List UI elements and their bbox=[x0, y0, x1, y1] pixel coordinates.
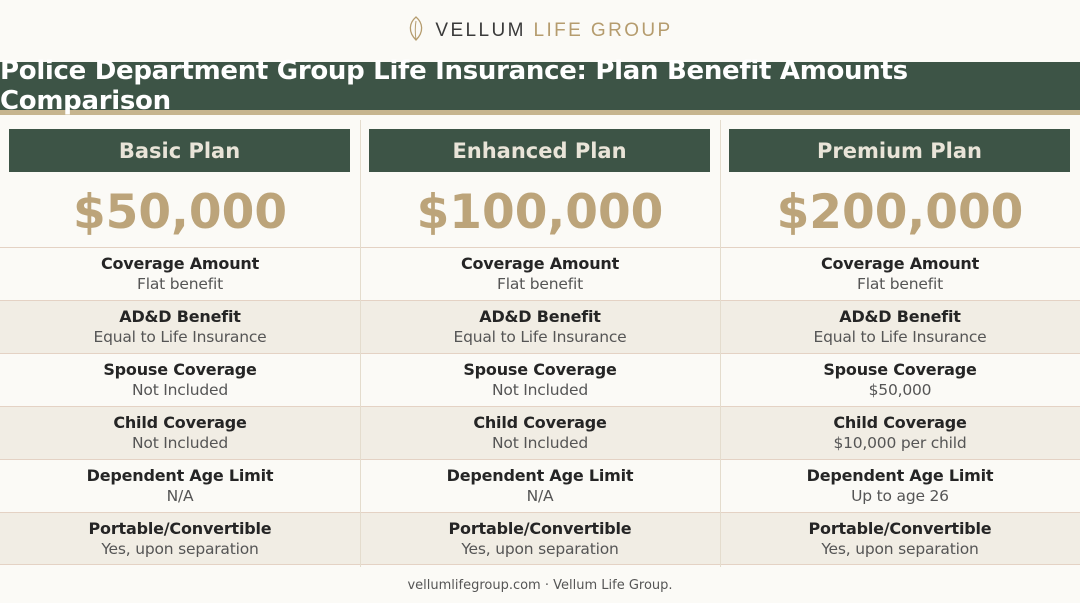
table-cell bbox=[360, 512, 720, 565]
table-cell bbox=[720, 300, 1080, 353]
table-cell bbox=[360, 247, 720, 300]
page-title: Police Department Group Life Insurance: Plan Benefit Amounts Comparison bbox=[0, 56, 908, 116]
cell-label: Dependent Age Limit bbox=[446, 465, 634, 485]
cell-value: Yes, upon separation bbox=[101, 539, 259, 558]
cell-label: AD&D Benefit bbox=[479, 306, 601, 326]
cell-value: Not Included bbox=[132, 433, 228, 452]
table-cell bbox=[720, 353, 1080, 406]
cell-value: Flat benefit bbox=[497, 274, 583, 293]
cell-label: Child Coverage bbox=[473, 412, 607, 432]
table-cell bbox=[360, 459, 720, 512]
plan-name: Premium Plan bbox=[729, 129, 1070, 172]
cell-label: Portable/Convertible bbox=[448, 518, 632, 538]
cell-value: Flat benefit bbox=[857, 274, 943, 293]
cell-label: Dependent Age Limit bbox=[806, 465, 994, 485]
table-cell bbox=[720, 512, 1080, 565]
cell-label: Spouse Coverage bbox=[823, 359, 977, 379]
footer-text: vellumlifegroup.com · Vellum Life Group. bbox=[407, 577, 673, 593]
comparison-table bbox=[0, 120, 1080, 567]
cell-label: AD&D Benefit bbox=[119, 306, 241, 326]
title-bar bbox=[0, 56, 1080, 116]
cell-label: Child Coverage bbox=[113, 412, 247, 432]
plan-amount: $50,000 bbox=[72, 184, 288, 240]
cell-value: Not Included bbox=[492, 433, 588, 452]
table-cell bbox=[720, 247, 1080, 300]
cell-value: Flat benefit bbox=[137, 274, 223, 293]
cell-value: Not Included bbox=[492, 380, 588, 399]
cell-value: Not Included bbox=[132, 380, 228, 399]
cell-value: N/A bbox=[526, 486, 554, 505]
table-cell bbox=[0, 512, 360, 565]
brand-name-part1: VELLUM bbox=[435, 20, 526, 41]
plan-column-premium bbox=[720, 120, 1080, 567]
cell-label: Child Coverage bbox=[833, 412, 967, 432]
cell-label: Spouse Coverage bbox=[103, 359, 257, 379]
table-cell bbox=[0, 300, 360, 353]
table-cell bbox=[0, 353, 360, 406]
brand-name-part2: LIFE GROUP bbox=[533, 20, 673, 41]
table-cell bbox=[360, 406, 720, 459]
plan-name: Basic Plan bbox=[9, 129, 350, 172]
cell-value: Equal to Life Insurance bbox=[93, 327, 267, 346]
cell-value: $10,000 per child bbox=[833, 433, 967, 452]
table-cell bbox=[0, 406, 360, 459]
cell-label: Coverage Amount bbox=[820, 253, 980, 273]
plan-name: Enhanced Plan bbox=[369, 129, 710, 172]
brand-header bbox=[0, 0, 1080, 62]
cell-value: Up to age 26 bbox=[851, 486, 949, 505]
cell-label: Portable/Convertible bbox=[88, 518, 272, 538]
plan-column-basic bbox=[0, 120, 360, 567]
cell-value: $50,000 bbox=[868, 380, 932, 399]
plan-amount: $200,000 bbox=[776, 184, 1024, 240]
cell-label: AD&D Benefit bbox=[839, 306, 961, 326]
cell-label: Portable/Convertible bbox=[808, 518, 992, 538]
table-cell bbox=[720, 459, 1080, 512]
table-cell bbox=[0, 247, 360, 300]
cell-value: Yes, upon separation bbox=[821, 539, 979, 558]
table-cell bbox=[720, 406, 1080, 459]
cell-label: Coverage Amount bbox=[100, 253, 260, 273]
cell-value: Equal to Life Insurance bbox=[813, 327, 987, 346]
leaf-icon bbox=[407, 16, 425, 46]
cell-label: Coverage Amount bbox=[460, 253, 620, 273]
cell-label: Dependent Age Limit bbox=[86, 465, 274, 485]
cell-value: N/A bbox=[166, 486, 194, 505]
table-cell bbox=[360, 300, 720, 353]
table-cell bbox=[0, 459, 360, 512]
cell-value: Yes, upon separation bbox=[461, 539, 619, 558]
brand-name bbox=[435, 20, 672, 42]
footer bbox=[0, 567, 1080, 603]
table-cell bbox=[360, 353, 720, 406]
plan-amount: $100,000 bbox=[416, 184, 664, 240]
cell-label: Spouse Coverage bbox=[463, 359, 617, 379]
plan-column-enhanced bbox=[360, 120, 720, 567]
cell-value: Equal to Life Insurance bbox=[453, 327, 627, 346]
